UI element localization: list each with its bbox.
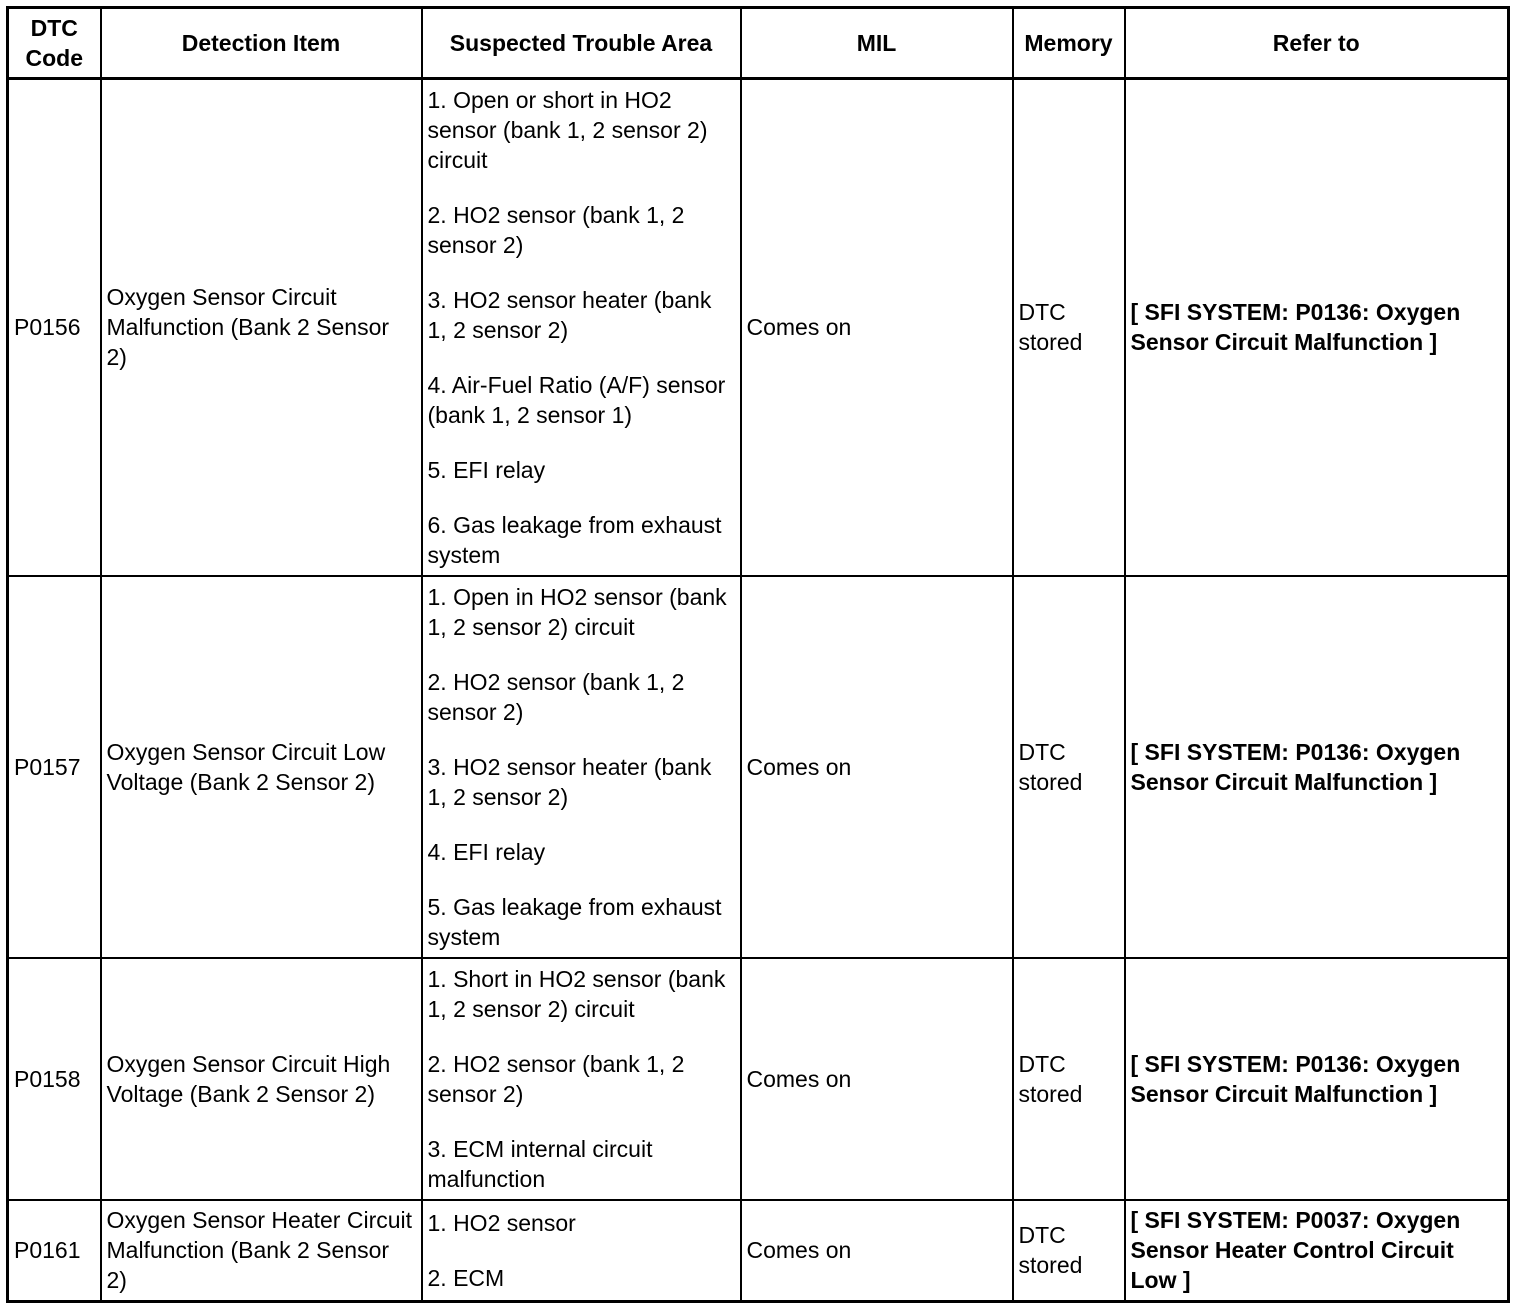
trouble-area-item: 1. HO2 sensor bbox=[427, 1209, 576, 1236]
trouble-area-item: 1. Open in HO2 sensor (bank 1, 2 sensor 2) circuit bbox=[427, 583, 727, 640]
header-dtc-code: DTC Code bbox=[8, 8, 101, 79]
trouble-area-item: 2. ECM bbox=[427, 1264, 505, 1291]
table-row bbox=[8, 958, 1509, 1200]
dtc-code-cell: P0161 bbox=[8, 1200, 101, 1302]
trouble-area-item: 4. EFI relay bbox=[427, 838, 546, 865]
table-body bbox=[8, 79, 1509, 1302]
trouble-area-item: 2. HO2 sensor (bank 1, 2 sensor 2) bbox=[427, 1050, 685, 1107]
detection-item-cell: Oxygen Sensor Circuit High Voltage (Bank 2 Sensor 2) bbox=[101, 958, 422, 1200]
mil-cell: Comes on bbox=[741, 958, 1013, 1200]
memory-cell: DTC stored bbox=[1013, 79, 1125, 576]
header-suspected-trouble-area: Suspected Trouble Area bbox=[422, 8, 741, 79]
mil-cell: Comes on bbox=[741, 79, 1013, 576]
trouble-area-cell bbox=[422, 958, 741, 1200]
memory-cell: DTC stored bbox=[1013, 576, 1125, 958]
trouble-area-item: 5. EFI relay bbox=[427, 456, 546, 483]
dtc-table bbox=[6, 6, 1510, 1303]
table-row bbox=[8, 576, 1509, 958]
trouble-area-item: 4. Air-Fuel Ratio (A/F) sensor (bank 1, 2 sensor 1) bbox=[427, 371, 726, 428]
detection-item-cell: Oxygen Sensor Circuit Malfunction (Bank 2 Sensor 2) bbox=[101, 79, 422, 576]
trouble-area-cell bbox=[422, 1200, 741, 1302]
trouble-area-cell bbox=[422, 79, 741, 576]
dtc-code-cell: P0158 bbox=[8, 958, 101, 1200]
refer-to-link[interactable]: [ SFI SYSTEM: P0037: Oxygen Sensor Heater Control Circuit Low ] bbox=[1125, 1200, 1509, 1302]
trouble-area-item: 5. Gas leakage from exhaust system bbox=[427, 893, 722, 950]
dtc-code-cell: P0156 bbox=[8, 79, 101, 576]
detection-item-cell: Oxygen Sensor Circuit Low Voltage (Bank 2 Sensor 2) bbox=[101, 576, 422, 958]
trouble-area-item: 1. Short in HO2 sensor (bank 1, 2 sensor 2) circuit bbox=[427, 965, 726, 1022]
mil-cell: Comes on bbox=[741, 1200, 1013, 1302]
trouble-area-item: 2. HO2 sensor (bank 1, 2 sensor 2) bbox=[427, 668, 685, 725]
table-header bbox=[8, 8, 1509, 79]
table-row bbox=[8, 1200, 1509, 1302]
header-detection-item: Detection Item bbox=[101, 8, 422, 79]
trouble-area-item: 3. ECM internal circuit malfunction bbox=[427, 1135, 653, 1192]
header-memory: Memory bbox=[1013, 8, 1125, 79]
refer-to-link[interactable]: [ SFI SYSTEM: P0136: Oxygen Sensor Circuit Malfunction ] bbox=[1125, 576, 1509, 958]
refer-to-link[interactable]: [ SFI SYSTEM: P0136: Oxygen Sensor Circuit Malfunction ] bbox=[1125, 958, 1509, 1200]
refer-to-link[interactable]: [ SFI SYSTEM: P0136: Oxygen Sensor Circuit Malfunction ] bbox=[1125, 79, 1509, 576]
table-row bbox=[8, 79, 1509, 576]
trouble-area-item: 3. HO2 sensor heater (bank 1, 2 sensor 2) bbox=[427, 753, 712, 810]
header-refer-to: Refer to bbox=[1125, 8, 1509, 79]
memory-cell: DTC stored bbox=[1013, 958, 1125, 1200]
memory-cell: DTC stored bbox=[1013, 1200, 1125, 1302]
header-row bbox=[8, 8, 1509, 79]
trouble-area-item: 1. Open or short in HO2 sensor (bank 1, 2 sensor 2) circuit bbox=[427, 86, 708, 173]
trouble-area-cell bbox=[422, 576, 741, 958]
trouble-area-item: 3. HO2 sensor heater (bank 1, 2 sensor 2) bbox=[427, 286, 712, 343]
mil-cell: Comes on bbox=[741, 576, 1013, 958]
detection-item-cell: Oxygen Sensor Heater Circuit Malfunction (Bank 2 Sensor 2) bbox=[101, 1200, 422, 1302]
trouble-area-item: 6. Gas leakage from exhaust system bbox=[427, 511, 722, 568]
trouble-area-item: 2. HO2 sensor (bank 1, 2 sensor 2) bbox=[427, 201, 685, 258]
dtc-code-cell: P0157 bbox=[8, 576, 101, 958]
header-mil: MIL bbox=[741, 8, 1013, 79]
